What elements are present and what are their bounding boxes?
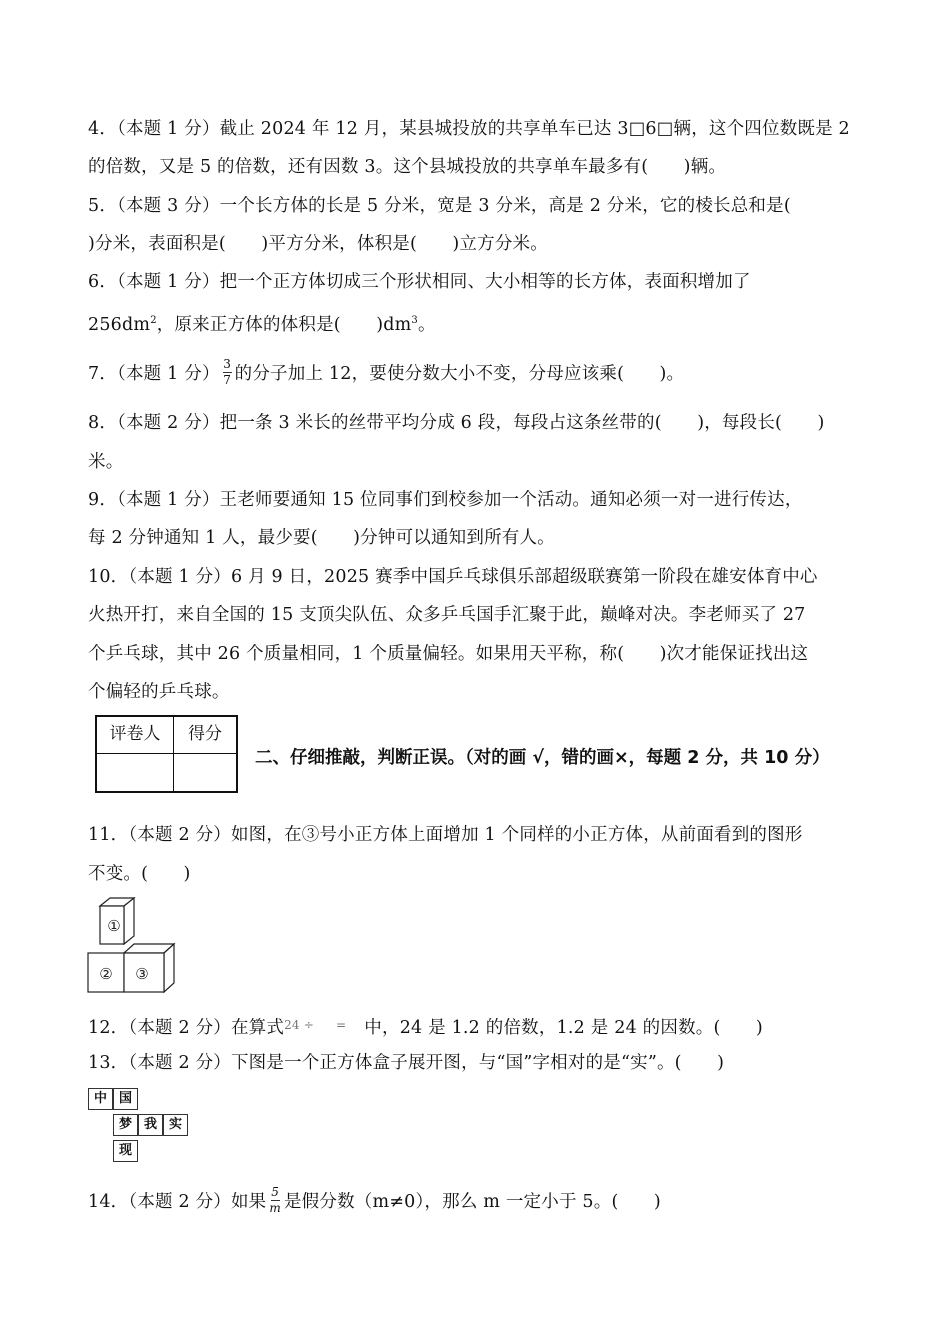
q5-line2: )分米，表面积是( )平方分米，体积是( )立方分米。 — [88, 234, 548, 254]
q14-denominator: m — [269, 1201, 281, 1215]
q12-expression-equals: = — [336, 1018, 347, 1032]
q7-prefix: 7．（本题 1 分） — [88, 364, 220, 384]
q14-numerator: 5 — [271, 1185, 280, 1199]
reviewer-header: 评卷人 — [109, 724, 161, 744]
q7-line — [88, 357, 685, 389]
cube-stack-figure — [86, 897, 176, 995]
section-title: 二、仔细推敲，判断正误。（对的画 √，错的画×，每题 2 分，共 10 分） — [255, 748, 830, 768]
cube-3-side — [164, 944, 174, 992]
table-divider — [173, 717, 174, 791]
q6-end: 。 — [417, 314, 436, 335]
net-cell: 国 — [113, 1088, 138, 1110]
cube-1-label: ① — [107, 917, 121, 935]
net-cell: 现 — [113, 1140, 138, 1162]
table-divider — [97, 753, 236, 754]
q11-line2: 不变。( ) — [88, 864, 191, 884]
q14-suffix: 是假分数（m≠0），那么 m 一定小于 5。( ) — [283, 1192, 661, 1212]
cube-2-label: ② — [99, 965, 113, 983]
net-cell: 实 — [163, 1114, 188, 1136]
q12-suffix: 中，24 是 1.2 的倍数，1.2 是 24 的因数。( ) — [364, 1018, 763, 1038]
q10-line4: 个偏轻的乒乓球。 — [88, 682, 230, 702]
q12-prefix: 12．（本题 2 分）在算式 — [88, 1018, 285, 1038]
q10-line1: 10．（本题 1 分）6 月 9 日，2025 赛季中国乒乓球俱乐部超级联赛第一阶段在雄安体育中心 — [88, 567, 818, 587]
net-cell: 梦 — [113, 1114, 138, 1136]
q7-suffix: 的分子加上 12，要使分数大小不变，分母应该乘( )。 — [234, 364, 685, 384]
q10-line3: 个乒乓球，其中 26 个质量相同，1 个质量偏轻。如果用天平称，称( )次才能保证找出这 — [88, 644, 809, 664]
q4-line1: 4．（本题 1 分）截止 2024 年 12 月，某县城投放的共享单车已达 3□6□辆，这个四位数既是 2 — [88, 119, 850, 139]
q7-denominator: 7 — [223, 373, 232, 387]
cube-1-side — [124, 898, 134, 944]
q13-line1: 13．（本题 2 分）下图是一个正方体盒子展开图，与“国”字相对的是“实”。( ) — [88, 1053, 725, 1073]
q14-fraction — [269, 1186, 281, 1215]
q6-superscript-2: 2 — [150, 315, 157, 326]
q12-line — [88, 1013, 763, 1040]
q10-line2: 火热开打，来自全国的 15 支顶尖队伍、众多乒乓国手汇聚于此，巅峰对决。李老师买了 27 — [88, 605, 806, 625]
q9-line2: 每 2 分钟通知 1 人，最少要( )分钟可以通知到所有人。 — [88, 528, 555, 548]
score-table — [95, 715, 238, 793]
q11-line1: 11．（本题 2 分）如图，在③号小正方体上面增加 1 个同样的小正方体，从前面看到的图形 — [88, 825, 803, 845]
q8-line2: 米。 — [88, 452, 124, 472]
q7-fraction — [223, 358, 232, 387]
q5-line1: 5．（本题 3 分）一个长方体的长是 5 分米，宽是 3 分米，高是 2 分米，它的棱长总和是( — [88, 196, 791, 216]
q14-line — [88, 1185, 661, 1217]
score-header: 得分 — [188, 724, 222, 744]
cube-3-label: ③ — [135, 965, 149, 983]
net-cell: 我 — [138, 1114, 163, 1136]
q14-prefix: 14．（本题 2 分）如果 — [88, 1192, 267, 1212]
q6-area-unit: 256dm — [88, 314, 151, 335]
q6-superscript-3: 3 — [411, 315, 418, 326]
net-cell: 中 — [88, 1088, 113, 1110]
q7-numerator: 3 — [223, 357, 232, 371]
q6-line1: 6．（本题 1 分）把一个正方体切成三个形状相同、大小相等的长方体，表面积增加了 — [88, 272, 751, 292]
q12-expression-dividend: 24 ÷ — [284, 1018, 315, 1032]
q8-line1: 8．（本题 2 分）把一条 3 米长的丝带平均分成 6 段，每段占这条丝带的( )，每段长( ) — [88, 413, 825, 433]
q9-line1: 9．（本题 1 分）王老师要通知 15 位同事们到校参加一个活动。通知必须一对一进行传达， — [88, 490, 803, 510]
q6-line2 — [88, 309, 436, 337]
q4-line2: 的倍数，又是 5 的倍数，还有因数 3。这个县城投放的共享单车最多有( )辆。 — [88, 157, 727, 177]
q6-text: ，原来正方体的体积是( )dm — [156, 314, 412, 335]
